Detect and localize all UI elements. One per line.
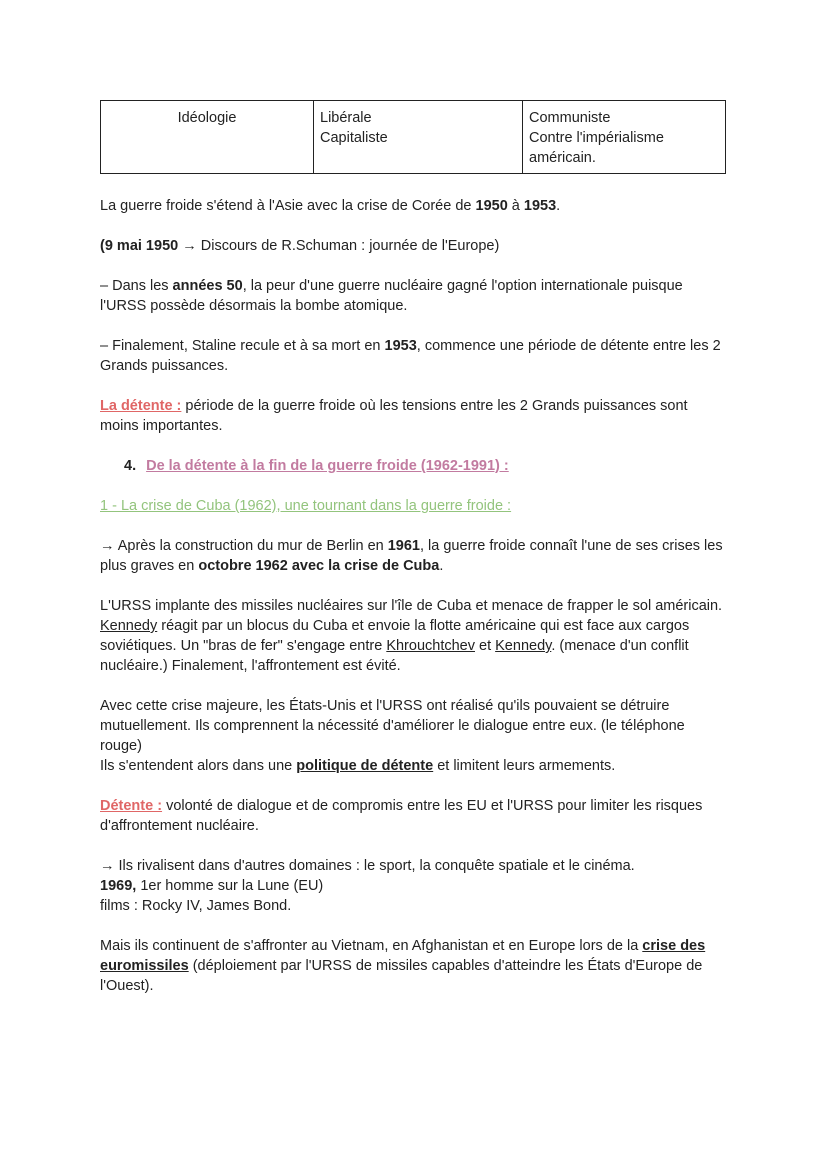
bold-text: (9 mai 1950 <box>100 238 179 254</box>
table-row <box>101 101 726 174</box>
cell-line: Contre l'impérialisme <box>529 130 664 146</box>
cell-text: Idéologie <box>177 110 237 126</box>
paragraph-rivalite <box>100 856 726 876</box>
bold-text: 1969, <box>100 878 137 894</box>
subsection-heading <box>100 496 726 516</box>
table-cell-usa <box>314 101 523 174</box>
section-title: De la détente à la fin de la guerre froide (1962-1991) : <box>146 458 509 474</box>
underlined-name: Kennedy <box>495 638 552 654</box>
paragraph-euromissiles <box>100 936 726 996</box>
definition-term: La détente : <box>100 398 182 414</box>
bold-text: octobre 1962 avec la crise de Cuba <box>198 558 440 574</box>
text: et <box>474 638 496 654</box>
table-cell-ideologie <box>101 101 314 174</box>
cell-line: américain. <box>529 150 596 166</box>
text: L'URSS implante des missiles nucléaires sur l'île de Cuba et menace de frapper le sol américain. <box>100 598 723 614</box>
cell-line: Capitaliste <box>320 130 388 146</box>
bold-text: 1950 <box>475 198 508 214</box>
text: à <box>507 198 524 214</box>
text: Mais ils continuent de s'affronter au Vietnam, en Afghanistan et en Europe lors de la <box>100 938 643 954</box>
paragraph-missiles-cuba <box>100 596 726 676</box>
text: 1er homme sur la Lune (EU) <box>136 878 324 894</box>
underlined-name: Khrouchtchev <box>386 638 475 654</box>
paragraph-crise-majeure <box>100 696 726 756</box>
text: volonté de dialogue et de compromis entre les EU et l'URSS pour limiter les risques d'affrontement nucléaire. <box>100 798 703 834</box>
underlined-name: Kennedy <box>100 618 158 634</box>
paragraph-politique-detente <box>100 756 726 776</box>
paragraph-coree <box>100 196 726 216</box>
paragraph-berlin <box>100 536 726 576</box>
text: et limitent leurs armements. <box>433 758 616 774</box>
text: réagit par un blocus du Cuba et envoie la flotte américaine qui est face aux cargos soviétiques. Un "bras de fer" s'engage entre <box>100 618 690 654</box>
paragraph-schuman <box>100 236 726 256</box>
text: , la peur d'une guerre nucléaire gagné l'option internationale puisque l'URSS possède désormais la bombe atomique. <box>100 278 683 314</box>
section-number: 4. <box>124 458 137 474</box>
text: → Après la construction du mur de Berlin en <box>100 538 388 554</box>
bold-underlined-text: politique de détente <box>296 758 434 774</box>
definition-detente <box>100 796 726 836</box>
text: La guerre froide s'étend à l'Asie avec la crise de Corée de <box>100 198 476 214</box>
paragraph-lune <box>100 876 726 896</box>
text: . <box>556 198 561 214</box>
text: , la guerre froide connaît l'une de ses crises les plus graves en <box>100 538 723 574</box>
bold-text: 1953 <box>384 338 417 354</box>
text: . (menace d'un conflit nucléaire.) Finalement, l'affrontement est évité. <box>100 638 689 674</box>
paragraph-films <box>100 896 726 916</box>
cell-line: Communiste <box>529 110 611 126</box>
text: – Finalement, Staline recule et à sa mort en <box>100 338 385 354</box>
definition-la-detente <box>100 396 726 436</box>
text: période de la guerre froide où les tensions entre les 2 Grands puissances sont moins importantes. <box>100 398 688 434</box>
text: , commence une période de détente entre les 2 Grands puissances. <box>100 338 721 374</box>
bold-text: années 50 <box>172 278 243 294</box>
table-cell-urss <box>523 101 726 174</box>
cell-line: Libérale <box>320 110 372 126</box>
bold-underlined-text: crise des euromissiles <box>100 938 706 974</box>
text: (déploiement par l'URSS de missiles capables d'atteindre les États d'Europe de l'Ouest). <box>100 958 703 994</box>
ideology-table <box>100 100 726 174</box>
definition-term: Détente : <box>100 798 163 814</box>
bold-text: 1961 <box>387 538 420 554</box>
paragraph-staline <box>100 336 726 376</box>
paragraph-annees-50 <box>100 276 726 316</box>
section-heading <box>100 456 726 476</box>
text: Ils s'entendent alors dans une <box>100 758 297 774</box>
document-body <box>100 100 726 996</box>
text: – Dans les <box>100 278 173 294</box>
subsection-title: 1 - La crise de Cuba (1962), une tournant dans la guerre froide : <box>100 498 512 514</box>
text: . <box>439 558 444 574</box>
text: films : Rocky IV, James Bond. <box>100 898 292 914</box>
text: → Ils rivalisent dans d'autres domaines : le sport, la conquête spatiale et le cinéma. <box>100 858 635 874</box>
bold-text: 1953 <box>523 198 557 214</box>
text: → Discours de R.Schuman : journée de l'Europe) <box>178 238 500 254</box>
text: Avec cette crise majeure, les États-Unis et l'URSS ont réalisé qu'ils pouvaient se détruire mutuellement. Ils comprennent la nécessité d'améliorer le dialogue entre eux. (le téléphone rouge) <box>100 698 685 754</box>
